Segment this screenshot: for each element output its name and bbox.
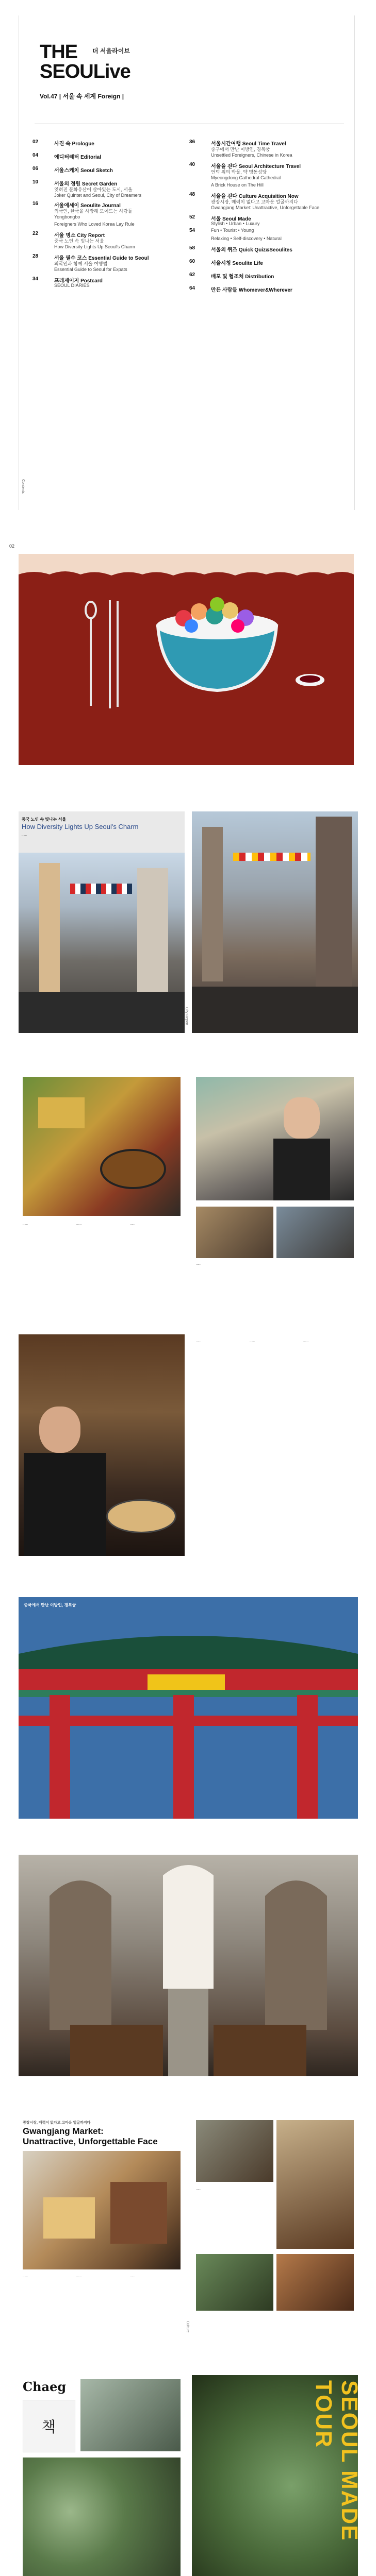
toc-item[interactable]: 28 서울 필수 코스 Essential Guide to Seoul 외국인과 함께 서울 여행법	[32, 253, 149, 266]
toc-item[interactable]: 40 서울을 걷다 Seoul Architecture Travel 언덕 위의 박물, 약 명동성당	[189, 162, 301, 175]
street-vendor-photo	[276, 1207, 354, 1258]
toc-item: Relaxing • Self-discovery • Natural	[211, 236, 282, 241]
street-photo	[19, 853, 185, 1033]
toc-item: Joker Quintet and Seoul, City of Dreamers	[54, 193, 142, 198]
toc-item[interactable]: 04 에디터레터 Editorial	[32, 152, 102, 160]
article-headline: Unattractive, Unforgettable Face	[23, 2137, 158, 2146]
gate-artwork	[19, 1597, 358, 1819]
cathedral-spread	[0, 1844, 376, 2087]
city-report-spread-2	[0, 1061, 376, 1303]
vertical-title: SEOUL MADE TOUR	[311, 2380, 362, 2541]
side-label: Contents	[21, 479, 25, 494]
article-text: ......	[303, 1340, 309, 1343]
intro-text-block: ......	[22, 833, 99, 851]
market-food-photo	[196, 2254, 273, 2311]
article-text: ......	[76, 2275, 82, 2278]
toc-item[interactable]: 34 프레제이지 Postcard SEOUL DIARIES	[32, 276, 103, 288]
market-food-photo	[276, 2120, 354, 2249]
toc-item: Unsettled Foreigners, Chinese in Korea	[211, 152, 292, 158]
spoon-icon	[86, 602, 96, 706]
toc-item[interactable]: 06 서울스케치 Seoul Sketch	[32, 166, 113, 174]
article-headline: Gwangjang Market:	[23, 2126, 104, 2136]
page-left	[19, 2115, 185, 2336]
page-left	[19, 1072, 185, 1293]
issue-line: Vol.47 | 서울 속 세계 Foreign |	[40, 93, 124, 100]
toc-item: Yongbongbo	[54, 214, 80, 219]
toc-item: A Brick House on The Hill	[211, 182, 264, 188]
food-stall-photo	[23, 1077, 181, 1216]
article-text: ......	[196, 1263, 202, 1266]
brand-korean: 책	[42, 2418, 56, 2435]
article-kicker: 중국 노인 속 빛나는 서울	[22, 817, 67, 822]
side-label: City Report	[185, 1007, 188, 1026]
gate-photo-page	[19, 1597, 358, 1819]
article-text: ......	[130, 2275, 136, 2278]
toc-item: Foreigners Who Loved Korea Lay Rule	[54, 222, 135, 227]
folio-number: 02	[9, 544, 15, 549]
toc-left-column	[32, 139, 187, 290]
toc-item[interactable]: 64 만든 사람들 Whomever&Wherever	[189, 285, 292, 293]
page-left	[19, 2375, 185, 2576]
prologue-spread	[0, 538, 376, 781]
chopstick-icon	[117, 601, 119, 707]
bookstore-photo	[80, 2379, 181, 2451]
article-kicker: 광장시장, 매력이 없다고 고마운 얼굴까지다	[23, 2121, 91, 2125]
toc-item[interactable]: 58 서울의 퀴즈 Quick Quiz&Seoulites	[189, 245, 292, 253]
cathedral-artwork	[19, 1855, 358, 2076]
article-text: ......	[250, 1340, 255, 1343]
toc-item[interactable]: 62 배포 및 협조처 Distribution	[189, 272, 274, 280]
seoul-made-spread	[0, 2365, 376, 2576]
masthead-seoul: SEOULive	[40, 61, 130, 82]
toc-item[interactable]: 36 서울시간여행 Seoul Time Travel 중구에서 만난 이방인, 경복궁	[189, 139, 286, 152]
market-food-photo	[276, 2254, 354, 2311]
bowl-icon	[156, 597, 278, 690]
toc-item[interactable]: 10 서울의 정원 Secret Garden 잊혀진 문화유산이 살아있는 도시, 서울	[32, 179, 133, 192]
page-left	[19, 1334, 185, 1556]
brand-logo	[23, 2400, 75, 2452]
article-headline: How Diversity Lights Up Seoul's Charm	[22, 823, 139, 831]
guide-spread	[0, 1324, 376, 1566]
toc-item[interactable]: 60 서울시청 Seoulite Life	[189, 259, 263, 266]
article-text: ......	[23, 2275, 28, 2278]
contents-spread	[0, 0, 376, 520]
chef-photo	[19, 1334, 185, 1556]
toc-item[interactable]: 52 서울 Seoul Made Stylish • Urban • Luxury	[189, 214, 260, 226]
toc-item[interactable]: 02 사진 속 Prologue	[32, 139, 94, 147]
toc-item[interactable]: 22 서울 명소 City Report 중국 노인 속 빛나는 서울	[32, 231, 105, 244]
market-photo	[23, 2151, 181, 2269]
market-food-photo	[196, 2120, 273, 2182]
portrait-photo	[196, 1077, 354, 1200]
brand-title: Chaeg	[23, 2379, 67, 2394]
city-report-spread	[0, 801, 376, 1043]
toc-item: Myeongdong Cathedral Cathedral	[211, 175, 281, 180]
toc-item[interactable]: 48 서울을 걷다 Culture Acquisition Now 광장시장, 매력이 없다고 고마운 얼굴까지다	[189, 192, 299, 205]
page-right	[192, 1072, 358, 1293]
contents-page	[19, 15, 355, 510]
street-vendor-photo	[196, 1207, 273, 1258]
toc-item: Essential Guide to Seoul for Expats	[54, 267, 127, 272]
chopstick-icon	[109, 600, 111, 708]
city-report-left	[19, 811, 185, 1033]
article-text: ......	[196, 2188, 202, 2191]
toc-right-column	[189, 139, 349, 299]
article-kicker: 중국에서 만난 이방인, 경복궁	[24, 1603, 76, 1607]
sauce-dish-icon	[296, 674, 324, 686]
article-text: ......	[23, 1223, 28, 1226]
article-text: ......	[76, 1223, 82, 1226]
time-travel-spread	[0, 1587, 376, 1829]
prologue-illustration	[19, 554, 354, 765]
market-spread	[0, 2105, 376, 2347]
masthead-korean: 더 서울라이브	[92, 47, 130, 55]
page-right	[186, 2115, 358, 2336]
table-top	[19, 554, 354, 575]
prologue-artwork	[19, 554, 354, 765]
side-label: Culture	[186, 2321, 189, 2333]
market-street-photo	[192, 811, 358, 1033]
masthead-the: THE	[40, 41, 77, 63]
toc-item[interactable]: 54 Fun • Tourist • Young	[189, 228, 254, 233]
toc-item: How Diversity Lights Up Seoul's Charm	[54, 244, 135, 249]
article-text: ......	[196, 1340, 202, 1343]
cathedral-photo-page	[19, 1855, 358, 2076]
article-text: ......	[130, 1223, 136, 1226]
page-right	[192, 1334, 358, 1556]
toc-item[interactable]: 16 서울에세이 Seoulite Journal 외국인, 한국을 사랑해 모여드는 사람들	[32, 201, 133, 214]
garden-photo	[23, 2458, 181, 2576]
city-report-right	[185, 811, 358, 1033]
toc-item: Gwangjang Market: Unattractive, Unforgettable Face	[211, 205, 320, 210]
page-right	[192, 2375, 362, 2576]
